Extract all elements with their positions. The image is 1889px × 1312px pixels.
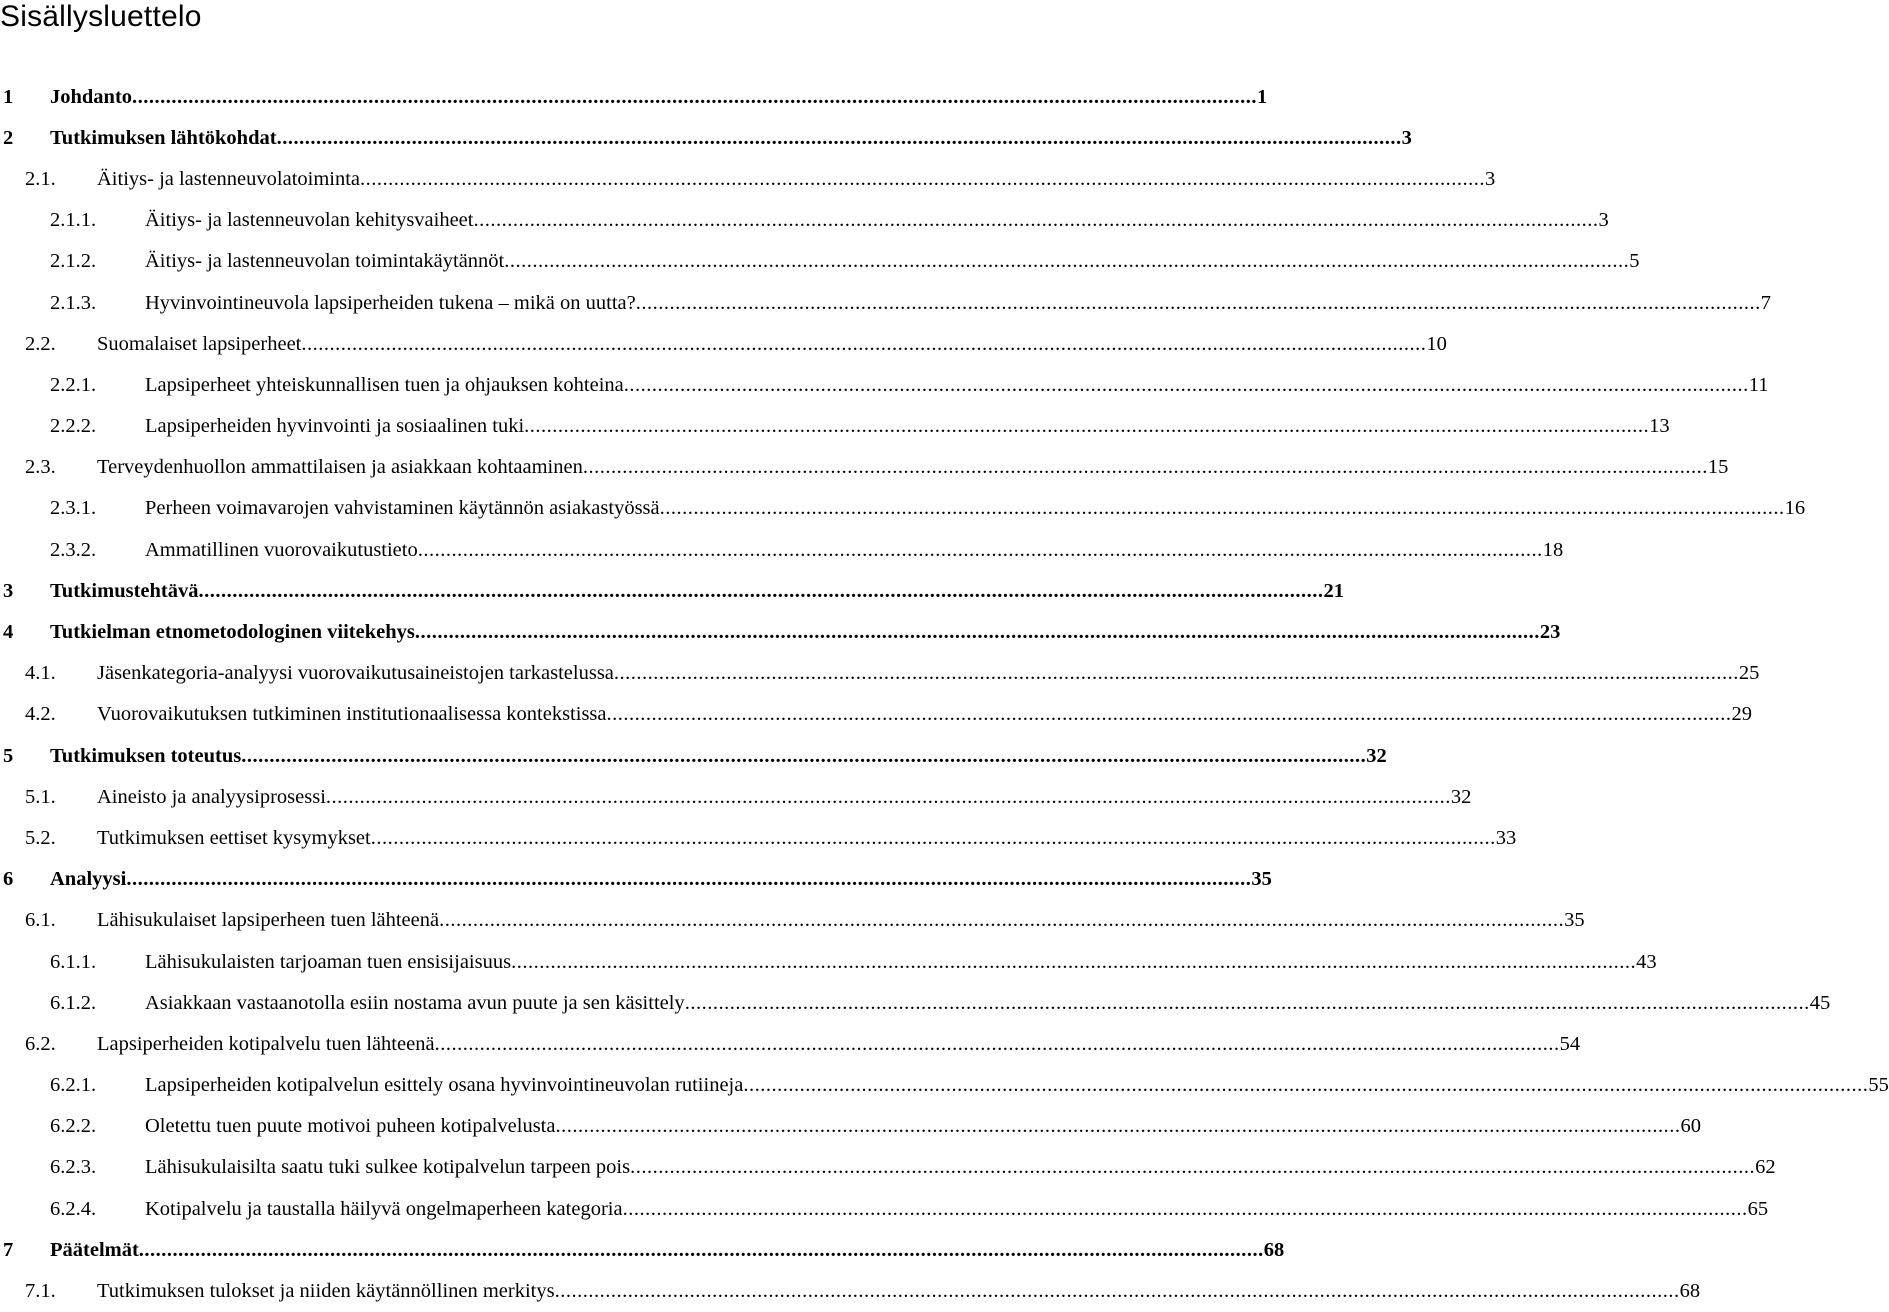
toc-entry-number: 2.3.2.: [50, 538, 97, 561]
toc-entry-number: 6.1.: [25, 909, 56, 932]
toc-entry[interactable]: [0, 1270, 1701, 1311]
toc-entry-number: 5: [3, 744, 14, 767]
toc-entry-title: Äitiys- ja lastenneuvolan toimintakäytännöt: [145, 250, 505, 273]
toc-entry-title: Lapsiperheiden kotipalvelu tuen lähteenä: [97, 1032, 435, 1055]
toc-entry-page: 43: [1636, 950, 1657, 973]
toc-entry-page: 23: [1539, 621, 1561, 644]
toc-entry[interactable]: [0, 241, 1640, 282]
toc-entry[interactable]: [0, 776, 1472, 817]
toc-entry[interactable]: [0, 323, 1447, 364]
toc-entry-title: Johdanto: [50, 85, 133, 108]
toc-entry-title: Analyysi: [50, 868, 127, 891]
toc-entry-number: 2.1.2.: [50, 250, 97, 273]
toc-entry-page: 32: [1450, 785, 1472, 808]
toc-entry[interactable]: [0, 611, 1561, 652]
toc-entry-title: Tutkimuksen tulokset ja niiden käytännöllinen merkitys: [97, 1280, 555, 1303]
toc-entry-page: 45: [1809, 991, 1831, 1014]
toc-entry-title: Oletettu tuen puute motivoi puheen kotipalvelusta: [145, 1115, 556, 1138]
toc-entry-number: 6.1.2.: [50, 991, 97, 1014]
toc-entry[interactable]: [0, 447, 1729, 488]
toc-entry-page: 65: [1747, 1197, 1769, 1220]
toc-entry-title: Tutkimuksen toteutus: [50, 744, 242, 767]
dot-leader: ........................................................................................................................................................................................................: [524, 415, 1650, 438]
toc-entry-page: 18: [1542, 538, 1564, 561]
toc-entry-number: 6.2.2.: [50, 1115, 97, 1138]
toc-entry[interactable]: [0, 859, 1272, 900]
toc-entry[interactable]: [0, 1023, 1581, 1064]
toc-entry-number: 3: [3, 579, 14, 602]
toc-entry-title: Lapsiperheiden hyvinvointi ja sosiaalinen tuki: [145, 415, 525, 438]
toc-entry-title: Suomalaiset lapsiperheet: [97, 332, 302, 355]
dot-leader: ........................................................................................................................................................................................................: [417, 538, 1543, 561]
toc-entry-title: Lapsiperheet yhteiskunnallisen tuen ja ohjauksen kohteina: [145, 373, 624, 396]
dot-leader: ........................................................................................................................................................................................................: [623, 373, 1749, 396]
toc-entry-page: 3: [1598, 209, 1609, 232]
toc-entry[interactable]: [0, 817, 1517, 858]
toc-entry-number: 2.1.1.: [50, 209, 97, 232]
toc-entry-page: 11: [1748, 373, 1769, 396]
toc-entry[interactable]: [0, 282, 1771, 323]
dot-leader: ........................................................................................................................................................................................................: [684, 991, 1810, 1014]
toc-entry-page: 60: [1680, 1115, 1701, 1138]
toc-entry-number: 2.3.: [25, 456, 56, 479]
toc-entry[interactable]: [0, 653, 1760, 694]
toc-entry[interactable]: [0, 406, 1670, 447]
toc-entry-page: 55: [1868, 1074, 1889, 1097]
toc-entry-title: Jäsenkategoria-analyysi vuorovaikutusaineistojen tarkastelussa: [97, 662, 614, 685]
toc-entry[interactable]: [0, 364, 1769, 405]
toc-entry-number: 2.3.1.: [50, 497, 97, 520]
toc-entry-number: 7: [3, 1238, 14, 1261]
toc-entry[interactable]: [0, 200, 1609, 241]
toc-entry[interactable]: [0, 1106, 1701, 1147]
dot-leader: ........................................................................................................................................................................................................: [370, 826, 1496, 849]
toc-entry-number: 6.1.1.: [50, 950, 97, 973]
dot-leader: ........................................................................................................................................................................................................: [126, 868, 1252, 891]
toc-entry[interactable]: [0, 900, 1585, 941]
dot-leader: ........................................................................................................................................................................................................: [743, 1074, 1869, 1097]
toc-entry-number: 2.1.3.: [50, 291, 97, 314]
toc-entry-title: Hyvinvointineuvola lapsiperheiden tukena – mikä on uutta?: [145, 291, 636, 314]
toc-entry-number: 2.2.2.: [50, 415, 97, 438]
toc-entry[interactable]: [0, 1229, 1285, 1270]
toc-entry-number: 1: [3, 85, 14, 108]
dot-leader: ........................................................................................................................................................................................................: [630, 1156, 1756, 1179]
toc-entry-title: Tutkimuksen eettiset kysymykset: [97, 826, 371, 849]
toc-entry-number: 2.1.: [25, 167, 56, 190]
dot-leader: ........................................................................................................................................................................................................: [360, 167, 1486, 190]
dot-leader: ........................................................................................................................................................................................................: [138, 1238, 1264, 1261]
toc-entry-number: 6.2.: [25, 1032, 56, 1055]
dot-leader: ........................................................................................................................................................................................................: [511, 950, 1637, 973]
toc-entry[interactable]: [0, 1188, 1769, 1229]
toc-entry-title: Lähisukulaiset lapsiperheen tuen lähteenä: [97, 909, 440, 932]
toc-entry-title: Terveydenhuollon ammattilaisen ja asiakkaan kohtaaminen: [97, 456, 583, 479]
toc-entry-page: 35: [1564, 909, 1585, 932]
toc-entry-title: Perheen voimavarojen vahvistaminen käytännön asiakastyössä: [145, 497, 660, 520]
toc-entry-title: Lapsiperheiden kotipalvelun esittely osana hyvinvointineuvolan rutiineja: [145, 1074, 744, 1097]
page-title: Sisällysluettelo: [0, 0, 202, 33]
toc-entry-title: Tutkielman etnometodologinen viitekehys: [50, 621, 415, 644]
toc-entry[interactable]: [0, 529, 1564, 570]
toc-entry-page: 1: [1257, 85, 1268, 108]
toc-entry-page: 10: [1426, 332, 1447, 355]
dot-leader: ........................................................................................................................................................................................................: [132, 85, 1258, 108]
toc-entry[interactable]: [0, 982, 1831, 1023]
toc-entry[interactable]: [0, 117, 1412, 158]
toc-entry-title: Aineisto ja analyysiprosessi: [97, 785, 326, 808]
toc-entry-number: 6.2.1.: [50, 1074, 97, 1097]
toc-entry-page: 62: [1755, 1156, 1776, 1179]
toc-entry[interactable]: [0, 76, 1268, 117]
toc-entry-page: 33: [1495, 826, 1517, 849]
toc-entry-number: 5.2.: [25, 826, 56, 849]
toc-entry-title: Lähisukulaisilta saatu tuki sulkee kotipalvelun tarpeen pois: [145, 1156, 631, 1179]
toc-entry-title: Äitiys- ja lastenneuvolatoiminta: [97, 167, 361, 190]
toc-entry-title: Vuorovaikutuksen tutkiminen institutionaalisessa kontekstissa: [97, 703, 607, 726]
toc-entry[interactable]: [0, 1065, 1889, 1106]
toc-entry-page: 5: [1629, 250, 1640, 273]
toc-entry-page: 29: [1731, 703, 1753, 726]
dot-leader: ........................................................................................................................................................................................................: [198, 579, 1324, 602]
dot-leader: ........................................................................................................................................................................................................: [504, 250, 1630, 273]
dot-leader: ........................................................................................................................................................................................................: [635, 291, 1761, 314]
dot-leader: ........................................................................................................................................................................................................: [582, 456, 1708, 479]
toc-entry-number: 4: [3, 621, 14, 644]
dot-leader: ........................................................................................................................................................................................................: [606, 703, 1732, 726]
toc-entry-number: 4.2.: [25, 703, 56, 726]
toc-entry[interactable]: [0, 1147, 1776, 1188]
toc-entry-page: 7: [1760, 291, 1771, 314]
toc-entry-page: 68: [1679, 1280, 1701, 1303]
toc-entry-page: 32: [1366, 744, 1387, 767]
dot-leader: ........................................................................................................................................................................................................: [434, 1032, 1560, 1055]
toc-entry-title: Lähisukulaisten tarjoaman tuen ensisijaisuus: [145, 950, 512, 973]
dot-leader: ........................................................................................................................................................................................................: [554, 1280, 1680, 1303]
toc-entry-title: Asiakkaan vastaanotolla esiin nostama avun puute ja sen käsittely: [145, 991, 685, 1014]
toc-entry-number: 6.2.3.: [50, 1156, 97, 1179]
toc-entry-number: 2.2.1.: [50, 373, 97, 396]
toc-entry-page: 16: [1784, 497, 1806, 520]
toc-entry-page: 54: [1559, 1032, 1581, 1055]
toc-entry-title: Ammatillinen vuorovaikutustieto: [145, 538, 418, 561]
dot-leader: ........................................................................................................................................................................................................: [325, 785, 1451, 808]
toc-entry-title: Kotipalvelu ja taustalla häilyvä ongelmaperheen kategoria: [145, 1197, 623, 1220]
toc-entry-number: 2: [3, 126, 14, 149]
toc-entry-number: 7.1.: [25, 1280, 56, 1303]
toc-entry-page: 68: [1263, 1238, 1285, 1261]
toc-entry[interactable]: [0, 488, 1806, 529]
dot-leader: ........................................................................................................................................................................................................: [622, 1197, 1748, 1220]
table-of-contents: [0, 76, 1889, 1312]
dot-leader: ........................................................................................................................................................................................................: [276, 126, 1402, 149]
toc-entry-number: 6.2.4.: [50, 1197, 97, 1220]
toc-entry-title: Tutkimustehtävä: [50, 579, 199, 602]
dot-leader: ........................................................................................................................................................................................................: [555, 1115, 1681, 1138]
toc-entry-page: 35: [1251, 868, 1272, 891]
toc-entry-page: 21: [1323, 579, 1344, 602]
toc-entry-title: Tutkimuksen lähtökohdat: [50, 126, 277, 149]
toc-entry-page: 3: [1401, 126, 1412, 149]
toc-entry-page: 3: [1485, 167, 1496, 190]
dot-leader: ........................................................................................................................................................................................................: [301, 332, 1427, 355]
toc-entry-number: 2.2.: [25, 332, 56, 355]
toc-entry-title: Äitiys- ja lastenneuvolan kehitysvaiheet: [145, 209, 474, 232]
toc-entry[interactable]: [0, 941, 1657, 982]
toc-entry-page: 25: [1738, 662, 1760, 685]
toc-entry[interactable]: [0, 158, 1496, 199]
toc-entry-page: 13: [1649, 415, 1670, 438]
dot-leader: ........................................................................................................................................................................................................: [659, 497, 1785, 520]
toc-entry[interactable]: [0, 694, 1753, 735]
dot-leader: ........................................................................................................................................................................................................: [473, 209, 1599, 232]
dot-leader: ........................................................................................................................................................................................................: [439, 909, 1565, 932]
toc-entry-page: 15: [1707, 456, 1729, 479]
toc-entry[interactable]: [0, 570, 1344, 611]
dot-leader: ........................................................................................................................................................................................................: [414, 621, 1540, 644]
dot-leader: ........................................................................................................................................................................................................: [241, 744, 1367, 767]
dot-leader: ........................................................................................................................................................................................................: [613, 662, 1739, 685]
toc-entry-number: 4.1.: [25, 662, 56, 685]
toc-entry-title: Päätelmät: [50, 1238, 139, 1261]
toc-entry-number: 5.1.: [25, 785, 56, 808]
toc-entry[interactable]: [0, 735, 1387, 776]
toc-entry-number: 6: [3, 868, 14, 891]
